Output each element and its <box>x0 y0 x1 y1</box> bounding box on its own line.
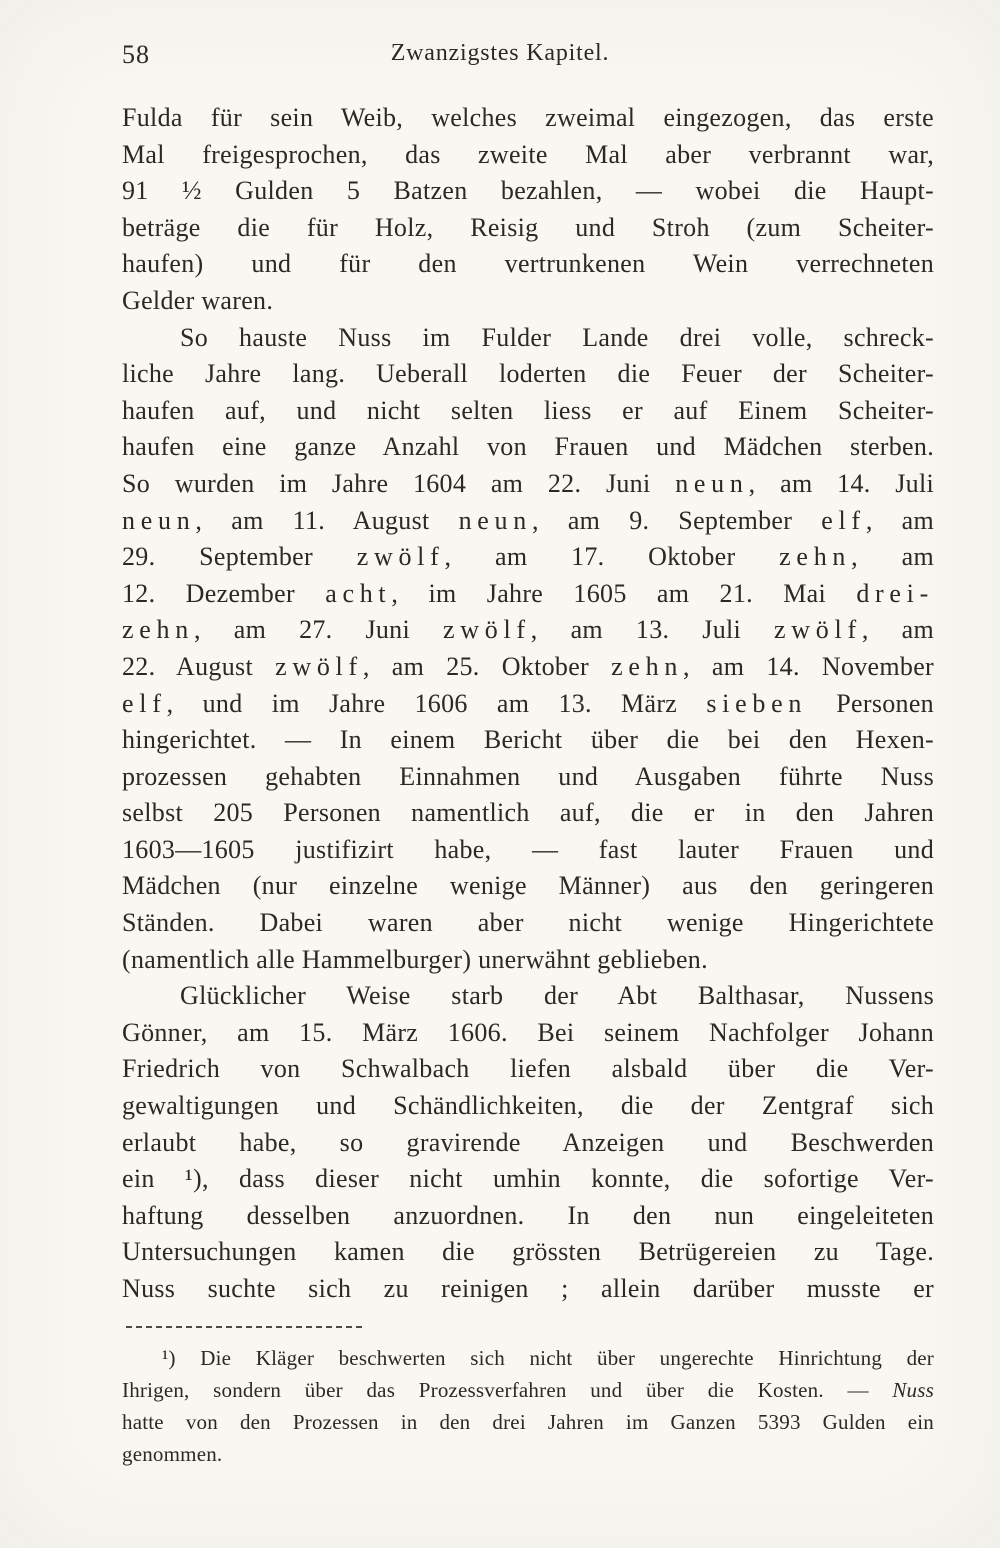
body-text <box>122 100 934 1308</box>
text-line: 1603—1605 justifizirt habe, — fast lauter Frauen und <box>122 834 934 864</box>
text-line: Friedrich von Schwalbach liefen alsbald über die Ver- <box>122 1054 934 1084</box>
text-line: Mädchen (nur einzelne wenige Männer) aus den geringeren <box>122 871 934 901</box>
text-line: zehn, am 27. Juni zwölf, am 13. Juli zwölf, am <box>122 615 935 645</box>
text-line: haufen) und für den vertrunkenen Wein verrechneten <box>122 249 934 279</box>
footnote-rule <box>126 1326 362 1328</box>
text-line: Ständen. Dabei waren aber nicht wenige Hingerichtete <box>122 908 934 938</box>
chapter-title: Zwanzigstes Kapitel. <box>390 40 610 66</box>
text-line: Glücklicher Weise starb der Abt Balthasar, Nussens <box>180 981 934 1011</box>
text-line: hingerichtet. — In einem Bericht über die bei den Hexen- <box>122 725 934 755</box>
text-line: haufen auf, und nicht selten liess er auf Einem Scheiter- <box>122 395 934 425</box>
footnote-text <box>122 1342 934 1470</box>
text-line: prozessen gehabten Einnahmen und Ausgaben führte Nuss <box>122 761 934 791</box>
text-line: liche Jahre lang. Ueberall loderten die Feuer der Scheiter- <box>122 359 934 389</box>
page-header <box>0 40 1000 74</box>
text-line: Gelder waren. <box>122 285 274 315</box>
text-line: Mal freigesprochen, das zweite Mal aber verbrannt war, <box>122 139 934 169</box>
text-line: hatte von den Prozessen in den drei Jahren im Ganzen 5393 Gulden ein <box>122 1410 934 1434</box>
text-line: Ihrigen, sondern über das Prozessverfahren und über die Kosten. — Nuss <box>122 1378 934 1402</box>
text-line: genommen. <box>122 1442 223 1466</box>
text-line: 12. Dezember acht, im Jahre 1605 am 21. Mai drei- <box>122 578 934 608</box>
text-line: So hauste Nuss im Fulder Lande drei volle, schreck- <box>180 322 934 352</box>
text-line: gewaltigungen und Schändlichkeiten, die der Zentgraf sich <box>122 1091 934 1121</box>
text-line: beträge die für Holz, Reisig und Stroh (zum Scheiter- <box>122 212 934 242</box>
text-line: (namentlich alle Hammelburger) unerwähnt geblieben. <box>122 944 708 974</box>
text-line: elf, und im Jahre 1606 am 13. März sieben Personen <box>122 688 934 718</box>
text-line: 91 ½ Gulden 5 Batzen bezahlen, — wobei die Haupt- <box>122 176 934 206</box>
text-line: Nuss suchte sich zu reinigen ; allein darüber musste er <box>122 1274 934 1303</box>
page-number: 58 <box>122 40 150 69</box>
text-line: selbst 205 Personen namentlich auf, die er in den Jahren <box>122 798 934 828</box>
text-line: ein ¹), dass dieser nicht umhin konnte, die sofortige Ver- <box>122 1164 934 1194</box>
text-line: 22. August zwölf, am 25. Oktober zehn, am 14. November <box>122 651 935 681</box>
text-line: neun, am 11. August neun, am 9. September elf, am <box>122 505 934 535</box>
text-line: Gönner, am 15. März 1606. Bei seinem Nachfolger Johann <box>122 1017 934 1047</box>
text-line: haufen eine ganze Anzahl von Frauen und Mädchen sterben. <box>122 432 934 462</box>
text-line: haftung desselben anzuordnen. In den nun eingeleiteten <box>122 1200 934 1230</box>
text-line: Fulda für sein Weib, welches zweimal eingezogen, das erste <box>122 103 934 132</box>
text-line: erlaubt habe, so gravirende Anzeigen und Beschwerden <box>122 1127 934 1157</box>
text-line: 29. September zwölf, am 17. Oktober zehn, am <box>122 542 935 572</box>
text-line: Untersuchungen kamen die grössten Betrügereien zu Tage. <box>122 1237 934 1267</box>
text-line: So wurden im Jahre 1604 am 22. Juni neun, am 14. Juli <box>122 468 934 498</box>
text-line: ¹) Die Kläger beschwerten sich nicht über ungerechte Hinrichtung der <box>162 1346 934 1370</box>
